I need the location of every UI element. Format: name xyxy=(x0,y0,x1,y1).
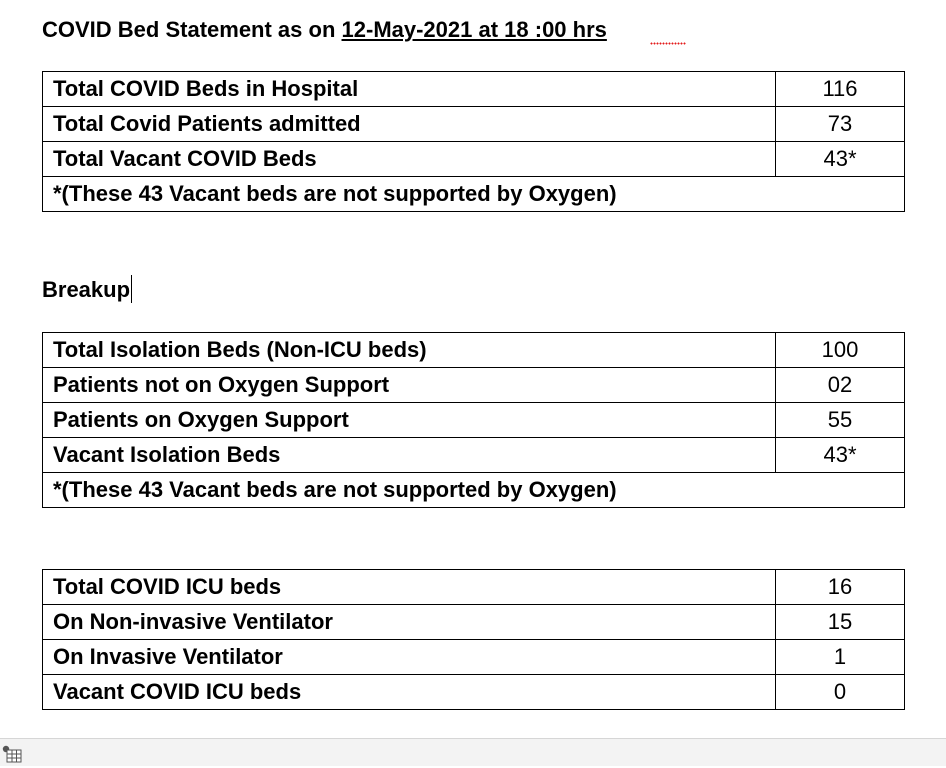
row-label: Total Covid Patients admitted xyxy=(43,107,776,142)
row-label: Total Vacant COVID Beds xyxy=(43,142,776,177)
table-grid-icon[interactable] xyxy=(2,745,22,763)
isolation-beds-table xyxy=(42,332,905,508)
table-row xyxy=(43,570,905,605)
table-row xyxy=(43,333,905,368)
row-value: 15 xyxy=(776,605,905,640)
row-label: Total COVID Beds in Hospital xyxy=(43,72,776,107)
row-label: Total Isolation Beds (Non-ICU beds) xyxy=(43,333,776,368)
table-footnote: *(These 43 Vacant beds are not supported by Oxygen) xyxy=(43,177,905,212)
spellcheck-underline xyxy=(650,42,686,45)
table-row xyxy=(43,438,905,473)
row-label: Vacant COVID ICU beds xyxy=(43,675,776,710)
row-value: 43* xyxy=(776,142,905,177)
table-row xyxy=(43,107,905,142)
row-value: 0 xyxy=(776,675,905,710)
row-value: 1 xyxy=(776,640,905,675)
row-label: On Non-invasive Ventilator xyxy=(43,605,776,640)
row-value: 100 xyxy=(776,333,905,368)
table-grid-icon-graphic xyxy=(2,745,22,763)
text-cursor xyxy=(131,275,132,303)
table-row xyxy=(43,72,905,107)
row-label: On Invasive Ventilator xyxy=(43,640,776,675)
status-bar xyxy=(0,738,946,766)
table-row xyxy=(43,142,905,177)
document-title xyxy=(42,14,607,46)
title-prefix: COVID Bed Statement as on xyxy=(42,17,342,42)
table-row xyxy=(43,368,905,403)
row-value: 43* xyxy=(776,438,905,473)
table-row xyxy=(43,675,905,710)
title-date: 12-May-2021 at 18 :00 hrs xyxy=(341,17,607,42)
table-row xyxy=(43,403,905,438)
table-footnote: *(These 43 Vacant beds are not supported by Oxygen) xyxy=(43,473,905,508)
row-label: Total COVID ICU beds xyxy=(43,570,776,605)
table-note-row xyxy=(43,177,905,212)
icu-beds-table xyxy=(42,569,905,710)
breakup-heading xyxy=(42,274,132,306)
row-label: Patients not on Oxygen Support xyxy=(43,368,776,403)
breakup-heading-text: Breakup xyxy=(42,277,131,302)
row-value: 55 xyxy=(776,403,905,438)
table-row xyxy=(43,640,905,675)
table-row xyxy=(43,605,905,640)
row-value: 73 xyxy=(776,107,905,142)
row-value: 16 xyxy=(776,570,905,605)
table-note-row xyxy=(43,473,905,508)
row-label: Patients on Oxygen Support xyxy=(43,403,776,438)
row-value: 02 xyxy=(776,368,905,403)
row-label: Vacant Isolation Beds xyxy=(43,438,776,473)
covid-beds-summary-table xyxy=(42,71,905,212)
row-value: 116 xyxy=(776,72,905,107)
